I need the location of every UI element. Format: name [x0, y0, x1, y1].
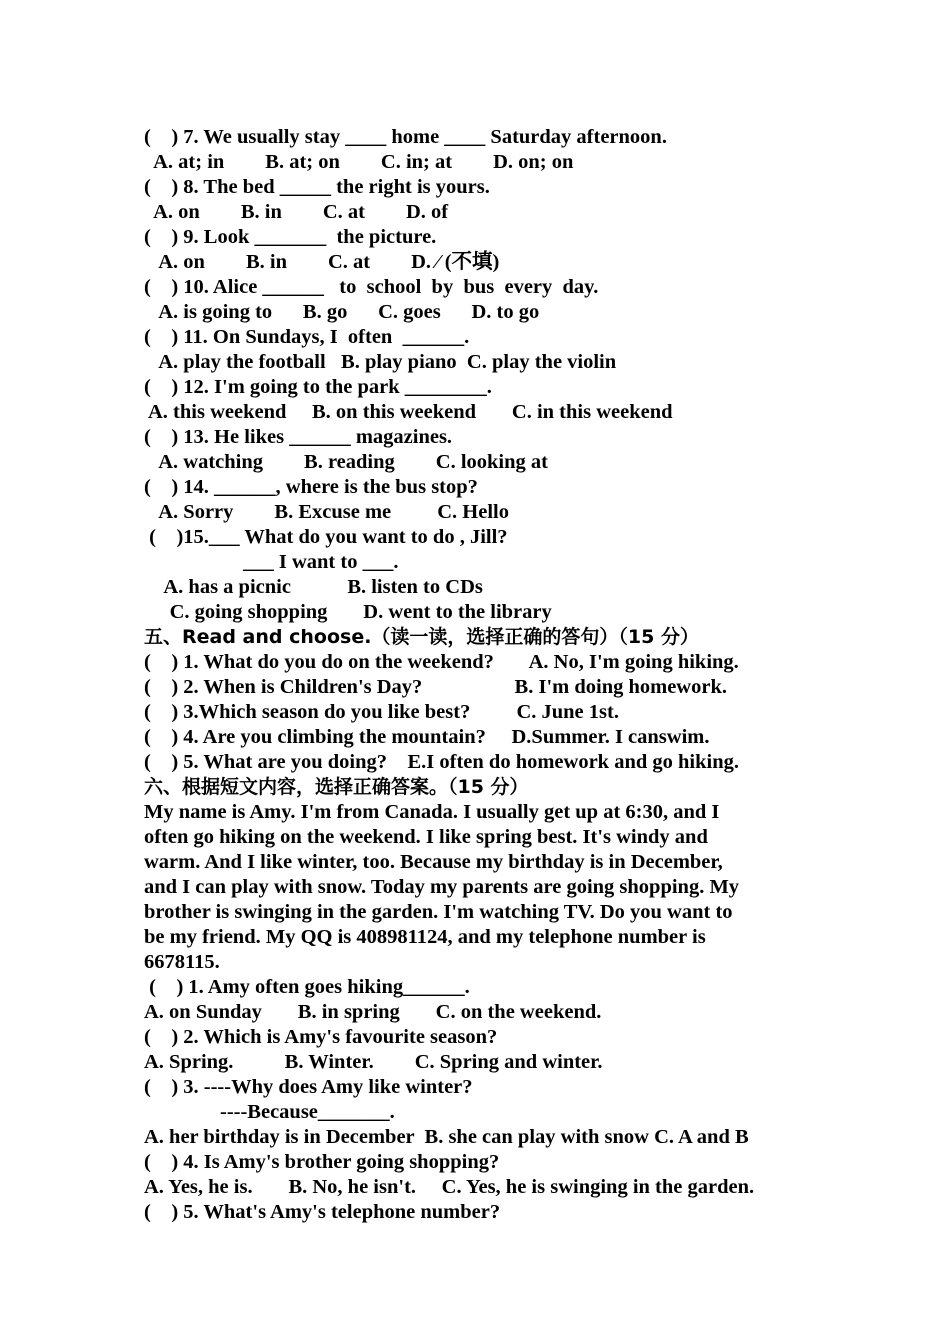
passage-line: 6678115.: [144, 951, 220, 973]
reading-question-4-options: A. Yes, he is. B. No, he isn't. C. Yes, he is swinging in the garden.: [144, 1176, 755, 1198]
section-5-heading: 五、Read and choose.（读一读，选择正确的答句）（15 分）: [144, 626, 699, 648]
passage-line: be my friend. My QQ is 408981124, and my telephone number is: [144, 926, 706, 948]
question-15: ( )15.___ What do you want to do , Jill?: [144, 526, 508, 548]
question-15-reply: ___ I want to ___.: [243, 551, 399, 573]
question-8: ( ) 8. The bed _____ the right is yours.: [144, 176, 490, 198]
question-15-options-a-b: A. has a picnic B. listen to CDs: [144, 576, 483, 598]
question-8-options: A. on B. in C. at D. of: [144, 201, 449, 223]
passage-line: often go hiking on the weekend. I like spring best. It's windy and: [144, 826, 708, 848]
reading-question-3-options: A. her birthday is in December B. she can play with snow C. A and B: [144, 1126, 749, 1148]
passage-line: brother is swinging in the garden. I'm watching TV. Do you want to: [144, 901, 733, 923]
reading-question-5: ( ) 5. What's Amy's telephone number?: [144, 1201, 501, 1223]
question-10-options: A. is going to B. go C. goes D. to go: [144, 301, 540, 323]
question-9-options: A. on B. in C. at D. ⁄ (不填): [144, 251, 500, 273]
question-13-options: A. watching B. reading C. looking at: [144, 451, 548, 473]
match-3: ( ) 3.Which season do you like best? C. June 1st.: [144, 701, 619, 723]
match-1: ( ) 1. What do you do on the weekend? A. No, I'm going hiking.: [144, 651, 739, 673]
question-9: ( ) 9. Look _______ the picture.: [144, 226, 437, 248]
section-6-heading: 六、根据短文内容，选择正确答案。（15 分）: [144, 776, 529, 798]
question-11-options: A. play the football B. play piano C. play the violin: [144, 351, 617, 373]
passage-line: warm. And I like winter, too. Because my birthday is in December,: [144, 851, 723, 873]
reading-question-2-options: A. Spring. B. Winter. C. Spring and winter.: [144, 1051, 603, 1073]
question-14-options: A. Sorry B. Excuse me C. Hello: [144, 501, 509, 523]
question-13: ( ) 13. He likes ______ magazines.: [144, 426, 453, 448]
match-2: ( ) 2. When is Children's Day? B. I'm doing homework.: [144, 676, 727, 698]
question-7: ( ) 7. We usually stay ____ home ____ Saturday afternoon.: [144, 126, 667, 148]
question-12-options: A. this weekend B. on this weekend C. in this weekend: [144, 401, 673, 423]
match-5: ( ) 5. What are you doing? E.I often do homework and go hiking.: [144, 751, 739, 773]
question-14: ( ) 14. ______, where is the bus stop?: [144, 476, 478, 498]
reading-question-2: ( ) 2. Which is Amy's favourite season?: [144, 1026, 498, 1048]
reading-question-1-options: A. on Sunday B. in spring C. on the weekend.: [144, 1001, 602, 1023]
question-7-options: A. at; in B. at; on C. in; at D. on; on: [144, 151, 574, 173]
reading-question-3: ( ) 3. ----Why does Amy like winter?: [144, 1076, 473, 1098]
passage-line: and I can play with snow. Today my parents are going shopping. My: [144, 876, 740, 898]
question-12: ( ) 12. I'm going to the park ________.: [144, 376, 492, 398]
match-4: ( ) 4. Are you climbing the mountain? D.Summer. I canswim.: [144, 726, 710, 748]
reading-question-4: ( ) 4. Is Amy's brother going shopping?: [144, 1151, 500, 1173]
question-11: ( ) 11. On Sundays, I often ______.: [144, 326, 470, 348]
question-15-options-c-d: C. going shopping D. went to the library: [144, 601, 552, 623]
passage-line: My name is Amy. I'm from Canada. I usually get up at 6:30, and I: [144, 801, 720, 823]
reading-question-3-reply: ----Because_______.: [220, 1101, 395, 1123]
reading-question-1: ( ) 1. Amy often goes hiking______.: [144, 976, 470, 998]
question-10: ( ) 10. Alice ______ to school by bus every day.: [144, 276, 599, 298]
